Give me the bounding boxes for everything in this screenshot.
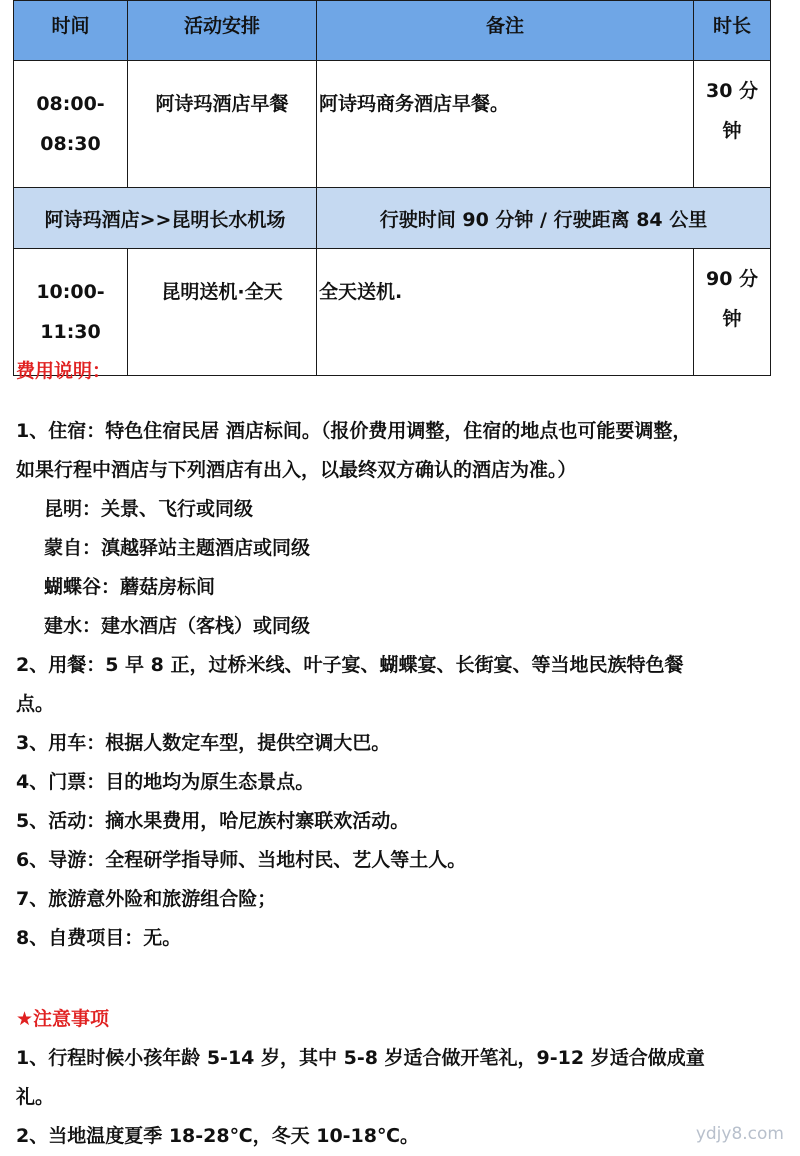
duration-line: 90 分 bbox=[705, 268, 759, 290]
notes-title-text: 注意事项 bbox=[33, 1008, 110, 1030]
fee-item: 7、旅游意外险和旅游组合险； bbox=[16, 888, 277, 910]
activity-cell: 阿诗玛酒店早餐 bbox=[128, 61, 317, 188]
duration-line: 30 分 bbox=[705, 80, 759, 102]
route-cell: 阿诗玛酒店>>昆明长水机场 bbox=[14, 188, 317, 249]
notes-title bbox=[16, 1000, 791, 1039]
fee-item-accommodation: 1、住宿：特色住宿民居 酒店标间。（报价费用调整，住宿的地点也可能要调整， bbox=[16, 420, 692, 442]
time-cell bbox=[14, 61, 128, 188]
activity-cell: 昆明送机·全天 bbox=[128, 249, 317, 376]
hotel-item: 昆明：关景、飞行或同级 bbox=[44, 498, 254, 520]
time-end: 11:30 bbox=[40, 321, 101, 343]
fees-list bbox=[16, 412, 791, 958]
table-header-row bbox=[14, 1, 771, 61]
itinerary-table bbox=[13, 0, 771, 376]
header-activity: 活动安排 bbox=[128, 1, 317, 61]
fee-item-accommodation-cont: 如果行程中酒店与下列酒店有出入，以最终双方确认的酒店为准。） bbox=[16, 459, 577, 481]
hotel-item: 蒙自：滇越驿站主题酒店或同级 bbox=[44, 537, 311, 559]
note-item-cont: 礼。 bbox=[16, 1086, 55, 1108]
time-end: 08:30 bbox=[40, 133, 101, 155]
note-item: 2、当地温度夏季 18-28℃，冬天 10-18℃。 bbox=[16, 1125, 419, 1147]
fee-item-meals-cont: 点。 bbox=[16, 693, 55, 715]
notes-section bbox=[16, 1000, 791, 1156]
fees-section bbox=[16, 352, 791, 391]
header-note: 备注 bbox=[317, 1, 694, 61]
fee-item: 8、自费项目：无。 bbox=[16, 927, 182, 949]
hotel-item: 蝴蝶谷：蘑菇房标间 bbox=[44, 576, 216, 598]
note-cell: 阿诗玛商务酒店早餐。 bbox=[317, 61, 694, 188]
hotel-item: 建水：建水酒店（客栈）或同级 bbox=[44, 615, 311, 637]
route-row bbox=[14, 188, 771, 249]
fees-title: 费用说明： bbox=[16, 360, 112, 382]
header-duration: 时长 bbox=[694, 1, 771, 61]
header-time: 时间 bbox=[14, 1, 128, 61]
time-start: 08:00- bbox=[36, 93, 105, 115]
watermark: ydjy8.com bbox=[695, 1124, 784, 1144]
fee-item: 5、活动：摘水果费用，哈尼族村寨联欢活动。 bbox=[16, 810, 410, 832]
fee-item: 4、门票：目的地均为原生态景点。 bbox=[16, 771, 315, 793]
note-cell: 全天送机. bbox=[317, 249, 694, 376]
duration-cell bbox=[694, 61, 771, 188]
duration-line: 钟 bbox=[722, 120, 742, 142]
duration-line: 钟 bbox=[722, 308, 742, 330]
fee-item: 3、用车：根据人数定车型，提供空调大巴。 bbox=[16, 732, 391, 754]
table-row bbox=[14, 61, 771, 188]
fee-item-meals: 2、用餐：5 早 8 正，过桥米线、叶子宴、蝴蝶宴、长街宴、等当地民族特色餐 bbox=[16, 654, 684, 676]
fee-item: 6、导游：全程研学指导师、当地村民、艺人等土人。 bbox=[16, 849, 467, 871]
time-start: 10:00- bbox=[36, 281, 105, 303]
route-info-cell: 行驶时间 90 分钟 / 行驶距离 84 公里 bbox=[317, 188, 771, 249]
star-icon: ★ bbox=[16, 1008, 34, 1030]
note-item: 1、行程时候小孩年龄 5-14 岁，其中 5-8 岁适合做开笔礼，9-12 岁适合做成童 bbox=[16, 1047, 705, 1069]
